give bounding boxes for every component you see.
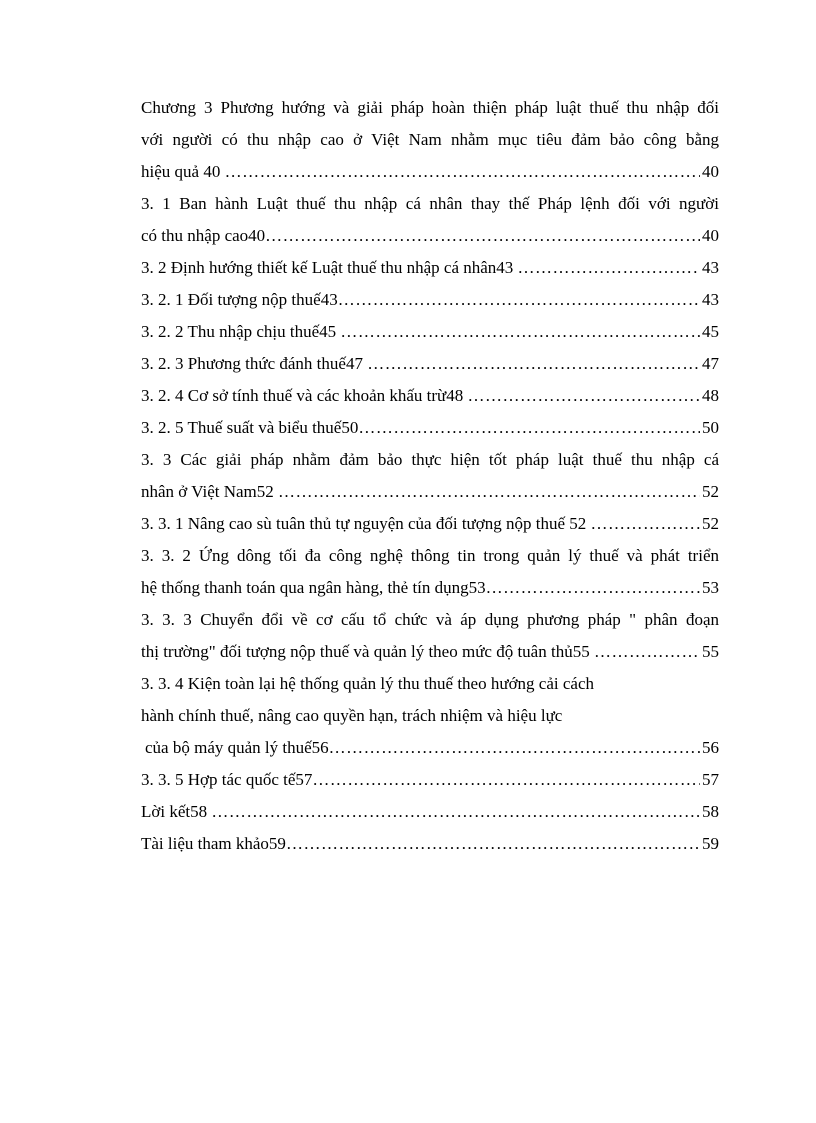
toc-line: 3. 3. 2 Ứng dông tối đa công nghệ thông tin trong quản lý thuế và phát triển (141, 546, 719, 565)
toc-entry-title: Lời kết58 (141, 802, 212, 821)
toc-leader-dots (312, 764, 700, 796)
toc-line: với người có thu nhập cao ở Việt Nam nhằm mục tiêu đảm bảo công bằng (141, 130, 719, 149)
toc-page-number: 48 (702, 386, 719, 405)
toc-entry[interactable] (141, 828, 719, 860)
toc-entry-title: có thu nhập cao40 (141, 226, 266, 245)
toc-entry[interactable] (141, 252, 719, 284)
toc-entry-title: 3. 2. 3 Phương thức đánh thuế47 (141, 354, 368, 373)
toc-line: hành chính thuế, nâng cao quyền hạn, trách nhiệm và hiệu lực (141, 706, 563, 725)
toc-entry[interactable] (141, 348, 719, 380)
toc-entry-title: nhân ở Việt Nam52 (141, 482, 279, 501)
toc-leader-dots (358, 412, 700, 444)
toc-leader-dots (591, 508, 700, 540)
toc-entry-title: thị trường" đối tượng nộp thuế và quản lý theo mức độ tuân thủ55 (141, 642, 594, 661)
toc-entry-title: Tài liệu tham khảo59 (141, 834, 286, 853)
toc-entry[interactable] (141, 316, 719, 348)
toc-leader-dots (367, 348, 700, 380)
toc-page-number: 43 (702, 290, 719, 309)
toc-page-number: 59 (702, 834, 719, 853)
toc-leader-dots (486, 572, 700, 604)
toc-entry[interactable] (141, 220, 719, 252)
toc-leader-dots (211, 796, 700, 828)
toc-leader-dots (286, 828, 700, 860)
toc-leader-dots (265, 220, 700, 252)
toc-entry[interactable] (141, 636, 719, 668)
toc-page-number: 58 (702, 802, 719, 821)
toc-page-number: 47 (702, 354, 719, 373)
toc-page-number: 53 (702, 578, 719, 597)
toc-leader-dots (329, 732, 700, 764)
toc-leader-dots (340, 316, 700, 348)
toc-entry[interactable] (141, 156, 719, 188)
toc-page-number: 52 (702, 514, 719, 533)
toc-line: 3. 1 Ban hành Luật thuế thu nhập cá nhân thay thế Pháp lệnh đối với người (141, 194, 719, 213)
toc-line: Chương 3 Phương hướng và giải pháp hoàn thiện pháp luật thuế thu nhập đối (141, 98, 719, 117)
toc-entry[interactable] (141, 572, 719, 604)
toc-leader-dots (594, 636, 700, 668)
toc-page-number: 52 (702, 482, 719, 501)
toc-entry-title: 3. 3. 1 Nâng cao sù tuân thủ tự nguyện của đối tượng nộp thuế 52 (141, 514, 591, 533)
toc-entry-title: hiệu quả 40 (141, 162, 225, 181)
toc-entry[interactable] (141, 732, 719, 764)
toc-leader-dots (468, 380, 700, 412)
toc-page-number: 57 (702, 770, 719, 789)
toc-line: 3. 3. 3 Chuyển đổi về cơ cấu tổ chức và áp dụng phương pháp " phân đoạn (141, 610, 719, 629)
toc-entry-title: 3. 2. 5 Thuế suất và biểu thuế50 (141, 418, 359, 437)
toc-leader-dots (518, 252, 700, 284)
toc-page-number: 56 (702, 738, 719, 757)
toc-page-number: 40 (702, 162, 719, 181)
toc-entry[interactable] (141, 764, 719, 796)
table-of-contents (141, 92, 719, 860)
toc-entry[interactable] (141, 284, 719, 316)
toc-leader-dots (278, 476, 700, 508)
toc-entry-title: 3. 2. 4 Cơ sở tính thuế và các khoản khấu trừ48 (141, 386, 468, 405)
toc-entry[interactable] (141, 476, 719, 508)
toc-line: 3. 3. 4 Kiện toàn lại hệ thống quản lý thu thuế theo hướng cải cách (141, 674, 595, 693)
toc-entry-title: hệ thống thanh toán qua ngân hàng, thẻ tín dụng53 (141, 578, 486, 597)
toc-leader-dots (225, 156, 700, 188)
toc-entry-title: 3. 2. 1 Đối tượng nộp thuế43 (141, 290, 338, 309)
toc-entry[interactable] (141, 796, 719, 828)
toc-page-number: 45 (702, 322, 719, 341)
toc-page-number: 55 (702, 642, 719, 661)
toc-page-number: 43 (702, 258, 719, 277)
toc-entry[interactable] (141, 380, 719, 412)
toc-entry-title: 3. 3. 5 Hợp tác quốc tế57 (141, 770, 313, 789)
toc-entry-title: 3. 2 Định hướng thiết kế Luật thuế thu nhập cá nhân43 (141, 258, 518, 277)
toc-entry[interactable] (141, 412, 719, 444)
toc-page-number: 40 (702, 226, 719, 245)
toc-entry[interactable] (141, 508, 719, 540)
toc-leader-dots (338, 284, 700, 316)
toc-entry-title: 3. 2. 2 Thu nhập chịu thuế45 (141, 322, 341, 341)
toc-entry-title: của bộ máy quản lý thuế56 (145, 738, 329, 757)
toc-page-number: 50 (702, 418, 719, 437)
toc-line: 3. 3 Các giải pháp nhằm đảm bảo thực hiện tốt pháp luật thuế thu nhập cá (141, 450, 719, 469)
